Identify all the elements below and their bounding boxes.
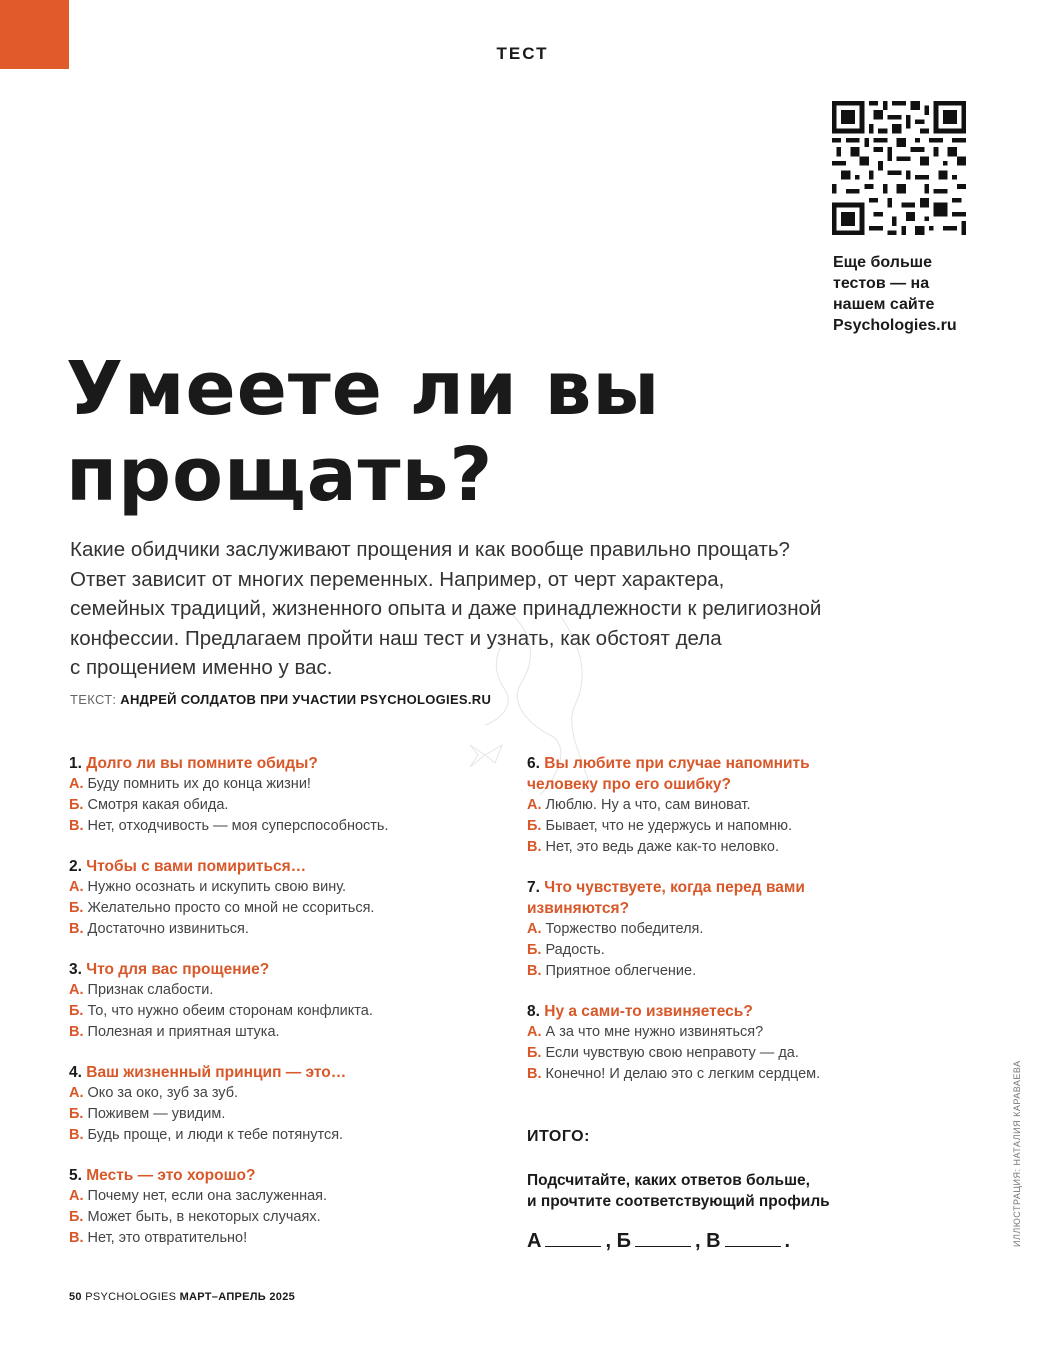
page-number: 50	[69, 1291, 82, 1303]
question-block	[69, 753, 489, 837]
question-title	[69, 856, 489, 877]
lead-paragraph	[70, 535, 930, 683]
answer-text: Полезная и приятная штука.	[87, 1024, 280, 1040]
issue-date: МАРТ–АПРЕЛЬ 2025	[179, 1291, 296, 1303]
qr-caption	[833, 252, 957, 336]
answer-letter: А.	[69, 982, 84, 998]
qr-caption-link[interactable]: Psychologies.ru	[833, 317, 957, 334]
author-credit	[70, 692, 491, 707]
answer-letter: В.	[69, 921, 84, 937]
question-block	[527, 1001, 947, 1085]
question-block	[69, 959, 489, 1043]
summary-line: и прочтите соответствующий профиль	[527, 1193, 830, 1210]
summary-heading: ИТОГО:	[527, 1128, 590, 1145]
answer-letter: А.	[69, 879, 84, 895]
answer-option[interactable]	[69, 919, 489, 940]
answer-text: Желательно просто со мной не ссориться.	[87, 900, 375, 916]
lead-line: семейных традиций, жизненного опыта и даже принадлежности к религиозной	[70, 597, 822, 620]
answer-letter: А.	[527, 797, 542, 813]
answer-option[interactable]	[69, 1083, 489, 1104]
answer-letter: Б.	[69, 797, 84, 813]
answer-letter: В.	[69, 1230, 84, 1246]
question-text: Ваш жизненный принцип — это…	[86, 1064, 347, 1081]
questions-left-column	[69, 753, 489, 1268]
answer-option[interactable]	[69, 1022, 489, 1043]
question-text: Долго ли вы помните обиды?	[86, 755, 318, 772]
answer-letter: В.	[527, 839, 542, 855]
summary-line: Подсчитайте, каких ответов больше,	[527, 1172, 810, 1189]
title-line: прощать?	[66, 432, 494, 518]
answer-text: То, что нужно обеим сторонам конфликта.	[87, 1003, 373, 1019]
lead-line: Какие обидчики заслуживают прощения и как вообще правильно прощать?	[70, 538, 790, 561]
answer-letter: Б.	[69, 1003, 84, 1019]
lead-line: конфессии. Предлагаем пройти наш тест и узнать, как обстоят дела	[70, 626, 722, 650]
credit-names: АНДРЕЙ СОЛДАТОВ ПРИ УЧАСТИИ PSYCHOLOGIES.RU	[120, 692, 492, 707]
answer-letter: Б.	[69, 1209, 84, 1225]
question-text: извиняются?	[527, 900, 630, 917]
answer-text: Достаточно извиниться.	[87, 921, 249, 937]
question-block	[69, 1165, 489, 1249]
tally-label-a: А	[527, 1230, 542, 1252]
page-footer	[69, 1291, 295, 1303]
answer-option[interactable]	[527, 816, 947, 837]
answer-option[interactable]	[69, 795, 489, 816]
question-text: Месть — это хорошо?	[86, 1167, 256, 1184]
answer-letter: Б.	[69, 1106, 84, 1122]
question-title	[69, 959, 489, 980]
question-title	[69, 753, 489, 774]
answer-text: Бывает, что не удержусь и напомню.	[545, 818, 793, 834]
question-number: 5.	[69, 1167, 82, 1184]
answer-text: Буду помнить их до конца жизни!	[87, 776, 311, 792]
tally-label-b: , Б	[605, 1230, 631, 1252]
tally-blank-a[interactable]	[545, 1228, 601, 1247]
question-title	[527, 877, 947, 919]
question-number: 7.	[527, 879, 540, 896]
answer-text: Будь проще, и люди к тебе потянутся.	[87, 1127, 344, 1143]
answer-text: Приятное облегчение.	[545, 963, 697, 979]
answer-option[interactable]	[69, 877, 489, 898]
answer-letter: А.	[69, 776, 84, 792]
answer-letter: А.	[69, 1188, 84, 1204]
answer-text: Почему нет, если она заслуженная.	[87, 1188, 328, 1204]
question-block	[527, 753, 947, 858]
answer-text: Признак слабости.	[87, 982, 214, 998]
answer-option[interactable]	[69, 980, 489, 1001]
answer-tally	[527, 1228, 790, 1253]
section-label: ТЕСТ	[496, 44, 549, 63]
answer-option[interactable]	[527, 837, 947, 858]
answer-option[interactable]	[69, 898, 489, 919]
answer-text: Нет, это отвратительно!	[87, 1230, 248, 1246]
answer-letter: Б.	[527, 1045, 542, 1061]
answer-letter: В.	[527, 963, 542, 979]
title-line: Умеете ли вы	[66, 346, 661, 432]
credit-label: ТЕКСТ:	[70, 692, 117, 707]
answer-option[interactable]	[69, 816, 489, 837]
page-title	[66, 346, 660, 518]
answer-option[interactable]	[69, 1104, 489, 1125]
question-text: Вы любите при случае напомнить	[544, 755, 810, 772]
answer-option[interactable]	[527, 961, 947, 982]
question-title	[527, 753, 947, 795]
answer-option[interactable]	[527, 795, 947, 816]
answer-text: Око за око, зуб за зуб.	[87, 1085, 239, 1101]
answer-option[interactable]	[69, 1207, 489, 1228]
tally-end: .	[784, 1230, 791, 1252]
answer-letter: В.	[69, 1024, 84, 1040]
tally-label-c: , В	[694, 1230, 721, 1252]
answer-text: Конечно! И делаю это с легким сердцем.	[545, 1066, 821, 1082]
question-text: Чтобы с вами помириться…	[86, 858, 307, 875]
answer-option[interactable]	[527, 919, 947, 940]
tally-blank-b[interactable]	[635, 1228, 691, 1247]
question-text: Что для вас прощение?	[86, 961, 270, 978]
answer-text: Радость.	[545, 942, 605, 958]
magazine-name: PSYCHOLOGIES	[85, 1291, 177, 1303]
lead-line: с прощением именно у вас.	[70, 656, 333, 679]
answer-letter: В.	[69, 818, 84, 834]
questions-right-column	[527, 753, 947, 1104]
question-text: Ну а сами-то извиняетесь?	[544, 1003, 753, 1020]
question-title	[69, 1165, 489, 1186]
answer-text: Люблю. Ну а что, сам виноват.	[545, 797, 751, 813]
answer-letter: Б.	[527, 818, 542, 834]
question-number: 6.	[527, 755, 540, 772]
illustration-credit: ИЛЛЮСТРАЦИЯ: НАТАЛИЯ КАРАВАЕВА	[1012, 1060, 1022, 1247]
question-text: Что чувствуете, когда перед вами	[544, 879, 805, 896]
qr-caption-line: Еще больше	[833, 254, 933, 271]
answer-text: Смотря какая обида.	[87, 797, 229, 813]
question-number: 1.	[69, 755, 82, 772]
answer-letter: А.	[527, 1024, 542, 1040]
question-number: 3.	[69, 961, 82, 978]
answer-letter: В.	[527, 1066, 542, 1082]
question-number: 8.	[527, 1003, 540, 1020]
question-block	[527, 877, 947, 982]
question-number: 2.	[69, 858, 82, 875]
qr-caption-line: нашем сайте	[833, 296, 935, 313]
question-text: человеку про его ошибку?	[527, 776, 731, 793]
answer-option[interactable]	[527, 1022, 947, 1043]
qr-code-icon[interactable]	[832, 101, 966, 235]
question-block	[69, 1062, 489, 1146]
answer-option[interactable]	[69, 1001, 489, 1022]
answer-option[interactable]	[69, 1228, 489, 1249]
question-title	[69, 1062, 489, 1083]
question-number: 4.	[69, 1064, 82, 1081]
answer-option[interactable]	[69, 1125, 489, 1146]
answer-option[interactable]	[527, 940, 947, 961]
answer-letter: А.	[527, 921, 542, 937]
answer-text: Торжество победителя.	[545, 921, 704, 937]
answer-option[interactable]	[527, 1043, 947, 1064]
answer-text: Может быть, в некоторых случаях.	[87, 1209, 321, 1225]
lead-line: Ответ зависит от многих переменных. Например, от черт характера,	[70, 567, 725, 591]
question-block	[69, 856, 489, 940]
answer-text: Поживем — увидим.	[87, 1106, 226, 1122]
answer-letter: Б.	[527, 942, 542, 958]
answer-letter: В.	[69, 1127, 84, 1143]
answer-option[interactable]	[69, 1186, 489, 1207]
answer-text: Нет, это ведь даже как-то неловко.	[545, 839, 780, 855]
answer-option[interactable]	[69, 774, 489, 795]
tally-blank-c[interactable]	[725, 1228, 781, 1247]
answer-text: Нет, отходчивость — моя суперспособность.	[87, 818, 389, 834]
answer-letter: А.	[69, 1085, 84, 1101]
qr-caption-line: тестов — на	[833, 275, 930, 292]
answer-option[interactable]	[527, 1064, 947, 1085]
answer-text: А за что мне нужно извиняться?	[545, 1024, 764, 1040]
question-title	[527, 1001, 947, 1022]
answer-text: Если чувствую свою неправоту — да.	[545, 1045, 799, 1061]
answer-letter: Б.	[69, 900, 84, 916]
summary-instructions	[527, 1170, 830, 1212]
answer-text: Нужно осознать и искупить свою вину.	[87, 879, 347, 895]
